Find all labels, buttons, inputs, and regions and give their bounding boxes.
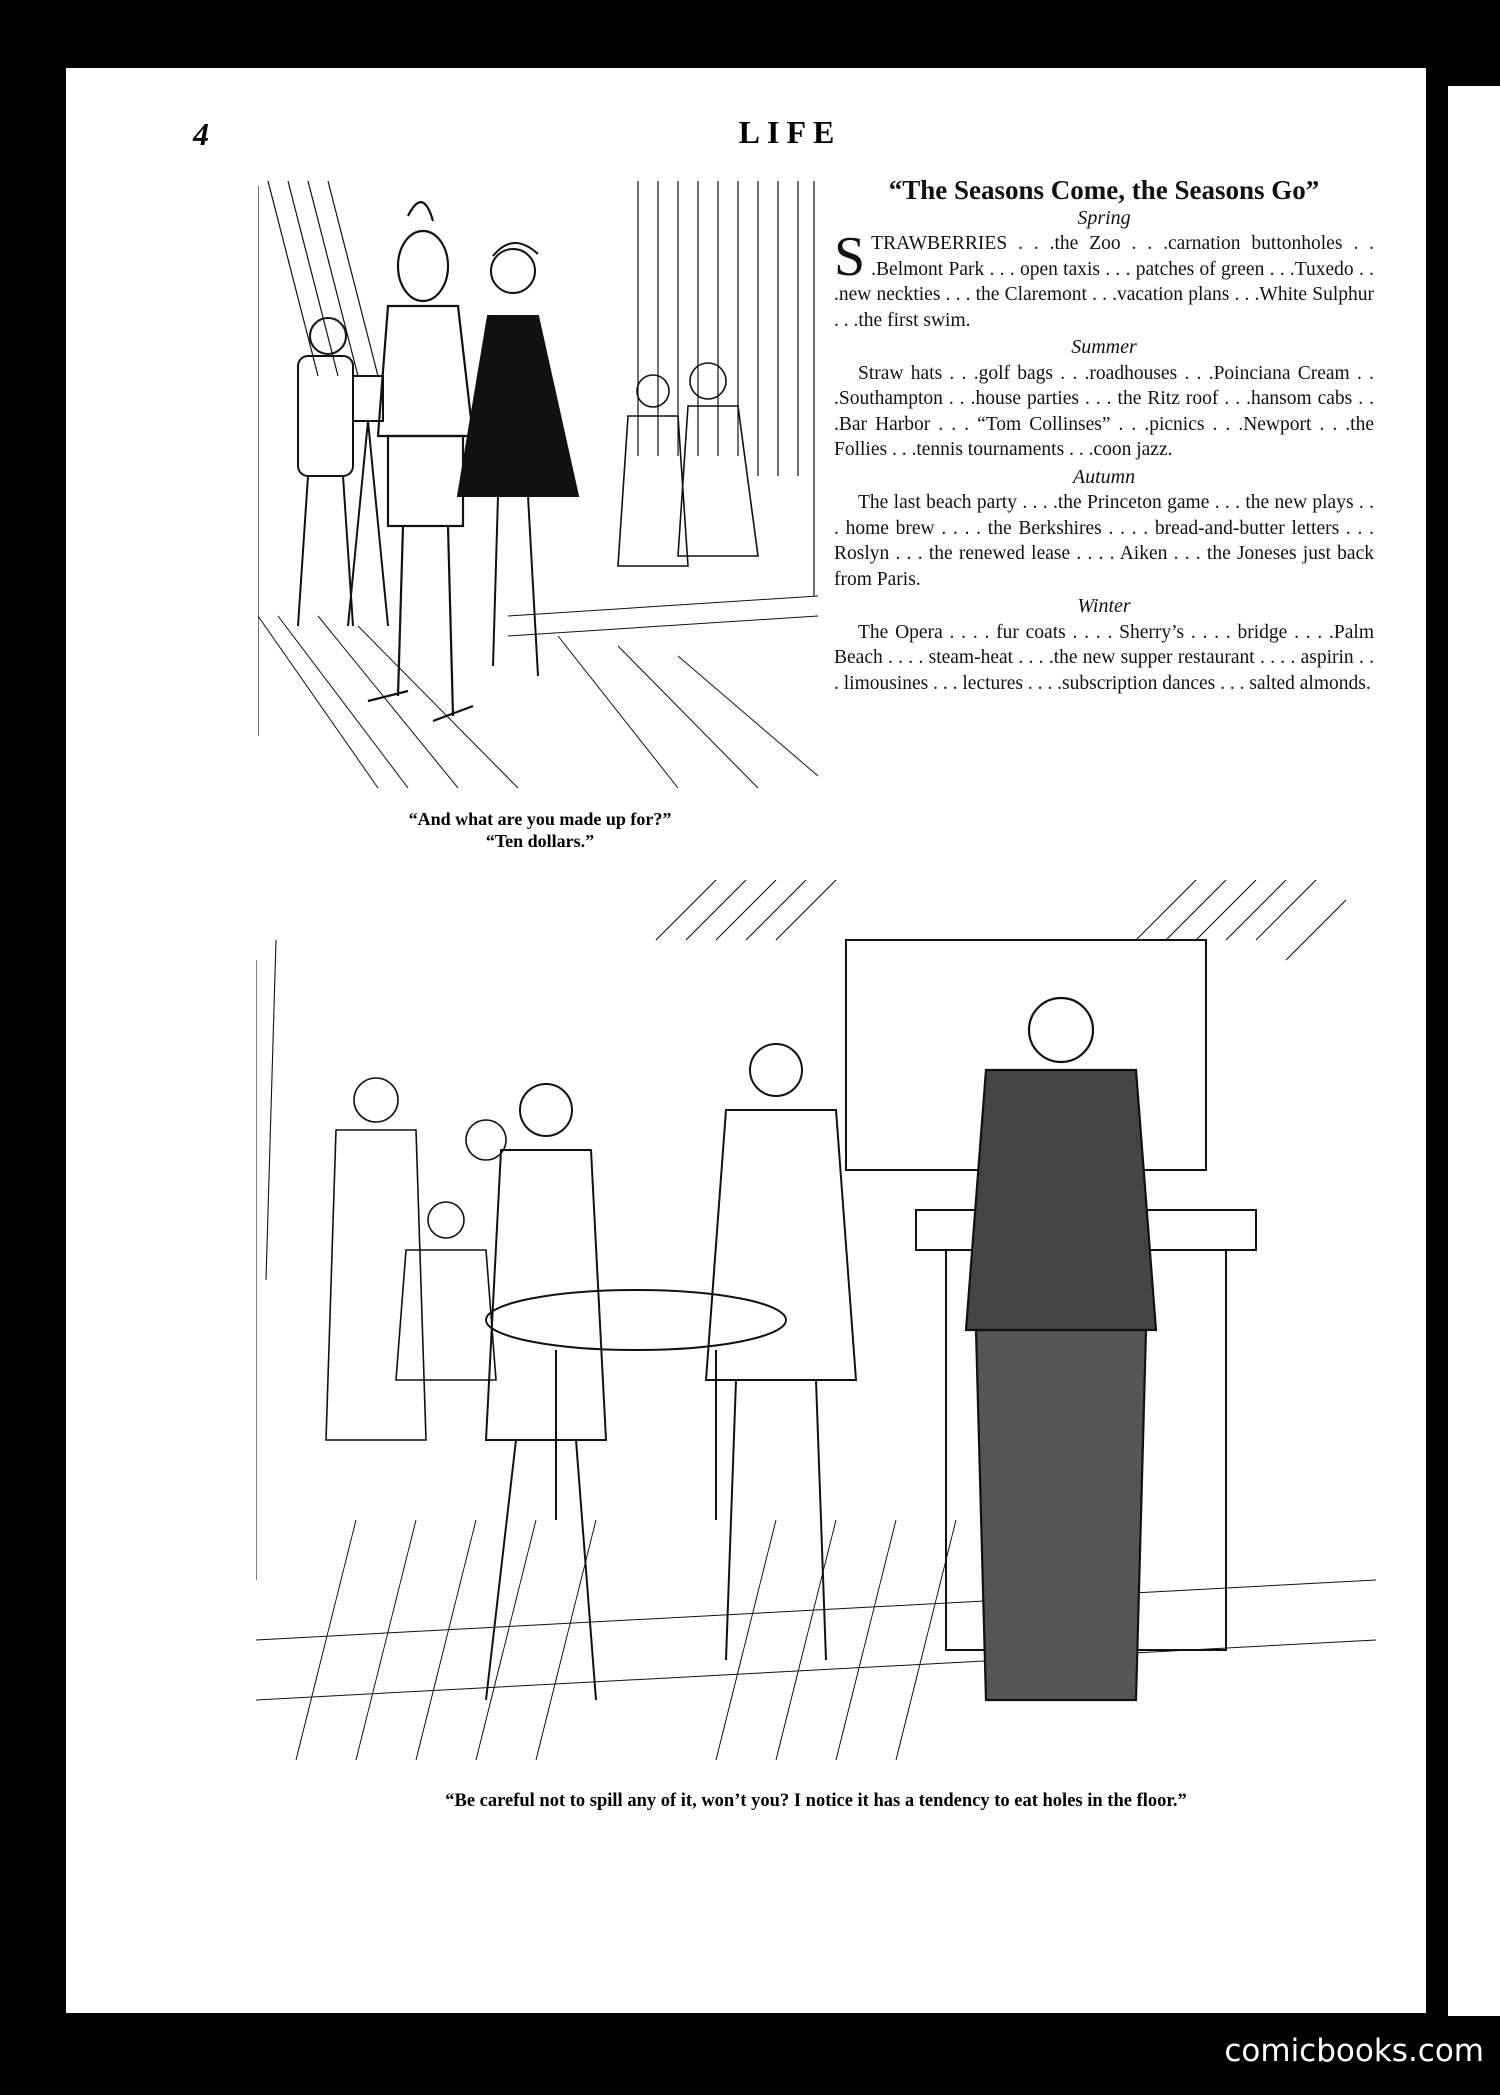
season-heading-autumn: Autumn — [1072, 465, 1136, 488]
seated-couple-figures — [618, 363, 758, 566]
spring-text: TRAWBERRIES . . .the Zoo . . .carnation buttonholes . . .Belmont Park . . . open taxis . . . patches of green . . .Tuxedo . . .new neckties . . . the Claremont . . .vacation plans . . .White Sulphur . . .the first swim. — [834, 233, 1374, 331]
cartoon-party-illustration — [256, 880, 1386, 1770]
article-title: “The Seasons Come, the Seasons Go” — [888, 175, 1320, 205]
cartoon-knight-illustration — [258, 176, 818, 788]
watermark: comicbooks.com — [1224, 2033, 1484, 2069]
man-in-suit-figure — [966, 998, 1156, 1700]
top-cartoon-caption — [340, 808, 740, 852]
top-caption-line1: “And what are you made up for?” — [408, 809, 672, 829]
winter-paragraph: The Opera . . . . fur coats . . . . Sherry’s . . . . bridge . . . .Palm Beach . . . . steam-heat . . . .the new supper restaurant . . . . aspirin . . . limousines . . . lectures . . . .subscription dances . . . salted almonds. — [834, 621, 1374, 694]
hostess-figure — [486, 1084, 606, 1700]
woman-in-black-figure — [458, 243, 578, 676]
background-guests — [326, 1078, 506, 1440]
spring-paragraph — [834, 226, 1374, 333]
round-table — [486, 1290, 786, 1350]
top-caption-line2: “Ten dollars.” — [485, 831, 595, 851]
bottom-cartoon-caption: “Be careful not to spill any of it, won’t you? I notice it has a tendency to eat holes in the floor.” — [445, 1791, 1187, 1811]
woman-with-glass-figure — [706, 1044, 856, 1660]
season-heading-winter: Winter — [1077, 595, 1131, 617]
page-number: 4 — [193, 116, 209, 152]
drop-cap-letter: S — [834, 226, 866, 288]
summer-paragraph: Straw hats . . .golf bags . . .roadhouses . . .Poinciana Cream . . .Southampton . . .house parties . . . the Ritz roof . . .hansom cabs . . .Bar Harbor . . . “Tom Collinses” . . .picnics . . .Newport . . .the Follies . . .tennis tournaments . . .coon jazz. — [834, 362, 1374, 460]
article-seasons — [834, 175, 1374, 696]
season-heading-spring: Spring — [1077, 206, 1131, 229]
knight-figure — [368, 202, 473, 721]
adjacent-page-edge — [1448, 86, 1500, 2016]
season-heading-summer: Summer — [1071, 336, 1137, 358]
masthead: LIFE — [738, 114, 842, 150]
autumn-paragraph: The last beach party . . . .the Princeton game . . . the new plays . . . home brew . . . . the Berkshires . . . . bread-and-butter letters . . . Roslyn . . . the renewed lease . . . . Aiken . . . the Joneses just back from Paris. — [834, 492, 1374, 590]
